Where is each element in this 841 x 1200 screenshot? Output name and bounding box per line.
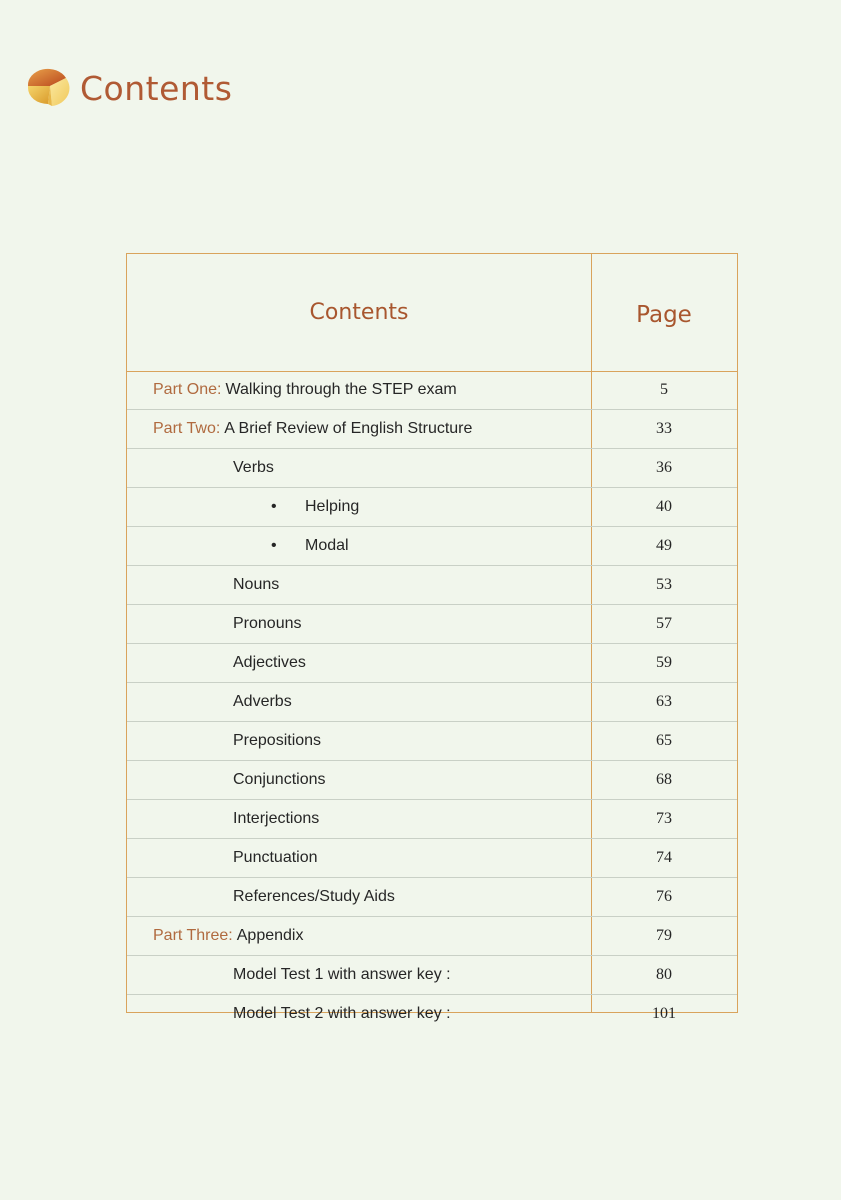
contents-table [126, 253, 738, 1022]
table-row [127, 371, 737, 410]
table-row [127, 878, 737, 917]
table-row [127, 605, 737, 644]
table-row [127, 956, 737, 995]
entry-title: Model Test 2 with answer key : [233, 1005, 451, 1022]
bullet: • [271, 498, 277, 515]
table-row [127, 839, 737, 878]
table-row [127, 644, 737, 683]
table-row [127, 995, 737, 1033]
entry-text: Modal [305, 537, 349, 554]
table-row [127, 683, 737, 722]
entry-title: Interjections [233, 810, 320, 827]
entry-title [153, 410, 472, 448]
cube-logo-icon [22, 64, 74, 112]
page-title: Contents [80, 68, 233, 108]
page-number: 65 [656, 732, 672, 749]
entry-title [153, 371, 457, 409]
page-number: 79 [656, 927, 672, 944]
table-row [127, 761, 737, 800]
entry-title: Adjectives [233, 654, 306, 671]
entry-text: Helping [305, 498, 360, 515]
entry-title: Model Test 1 with answer key : [233, 966, 451, 983]
entry-title: Punctuation [233, 849, 318, 866]
page-number: 73 [656, 810, 672, 827]
page-number: 36 [656, 459, 672, 476]
page-number: 76 [656, 888, 672, 905]
page-number: 63 [656, 693, 672, 710]
table-rows [127, 371, 737, 1033]
page-number: 101 [652, 1005, 676, 1022]
page-column-header: Page [636, 301, 692, 328]
entry-title: Pronouns [233, 615, 302, 632]
page-number: 80 [656, 966, 672, 983]
page-number: 57 [656, 615, 672, 632]
entry-text: Appendix [236, 927, 304, 944]
table-row [127, 722, 737, 761]
part-label: Part Two: [153, 420, 221, 437]
page-number: 59 [656, 654, 672, 671]
table-row [127, 800, 737, 839]
entry-title: Verbs [233, 459, 274, 476]
entry-title: Conjunctions [233, 771, 326, 788]
entry-title: Prepositions [233, 732, 322, 749]
entry-title [153, 917, 303, 955]
contents-column-header: Contents [309, 300, 409, 325]
table-row [127, 449, 737, 488]
part-label: Part One: [153, 381, 222, 398]
entry-text: A Brief Review of English Structure [224, 420, 473, 437]
page-number: 68 [656, 771, 672, 788]
page-number: 33 [656, 420, 672, 437]
table-row [127, 566, 737, 605]
entry-title [271, 488, 359, 526]
page-number: 74 [656, 849, 672, 866]
bullet: • [271, 537, 277, 554]
table-row [127, 488, 737, 527]
part-label: Part Three: [153, 927, 233, 944]
entry-text: Walking through the STEP exam [225, 381, 457, 398]
table-row [127, 917, 737, 956]
table-header [127, 254, 737, 372]
page-number: 40 [656, 498, 672, 515]
table-row [127, 410, 737, 449]
entry-title: Nouns [233, 576, 280, 593]
page-number: 53 [656, 576, 672, 593]
entry-title [271, 527, 349, 565]
entry-title: Adverbs [233, 693, 292, 710]
page-number: 49 [656, 537, 672, 554]
page-number: 5 [660, 381, 668, 398]
page-heading [22, 58, 232, 118]
entry-title: References/Study Aids [233, 888, 395, 905]
table-row [127, 527, 737, 566]
